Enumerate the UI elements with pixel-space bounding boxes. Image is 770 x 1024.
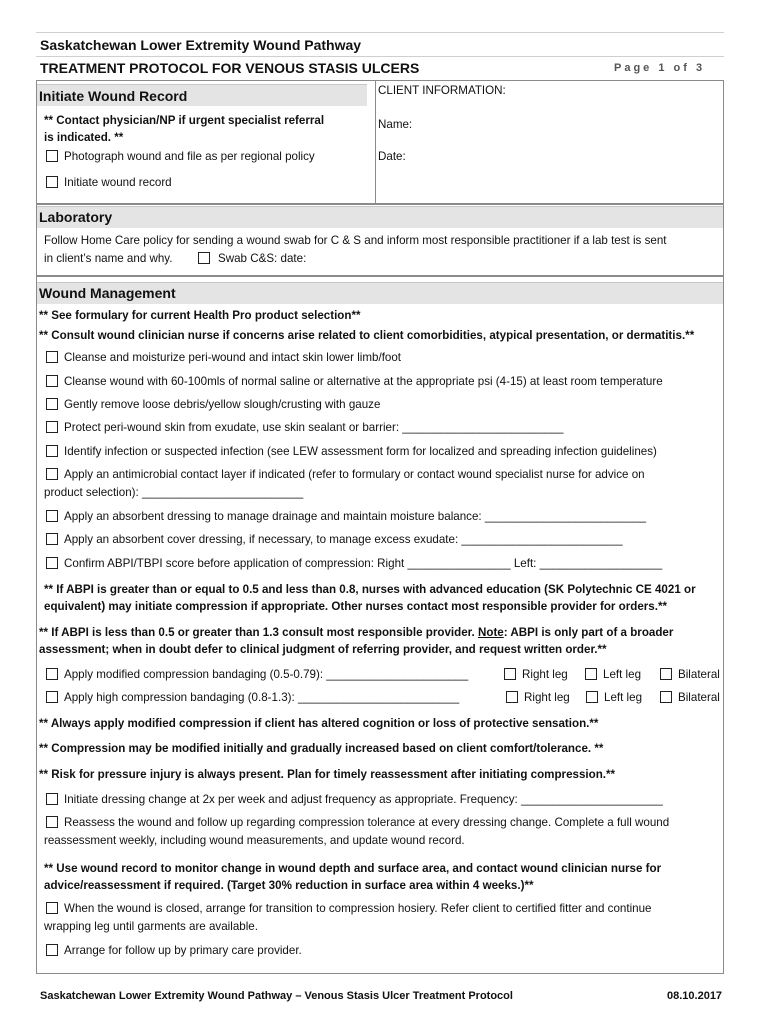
modified-left-leg-checkbox[interactable] xyxy=(585,668,597,680)
client-name-label: Name: xyxy=(378,118,413,131)
high-right-leg-label: Right leg xyxy=(524,691,570,704)
abpi-advanced-note-line2: equivalent) may initiate compression if appropriate. Other nurses contact most responsible provider for orders.** xyxy=(44,600,667,613)
client-date-label: Date: xyxy=(378,150,406,163)
swab-checkbox[interactable] xyxy=(198,252,210,264)
reassess-label-line1: Reassess the wound and follow up regarding compression tolerance at every dressing change. Complete a full wound xyxy=(64,816,670,829)
item-absorbent-dressing-label: Apply an absorbent dressing to manage drainage and maintain moisture balance: _________________________ xyxy=(64,510,647,523)
item-confirm-abpi-checkbox[interactable] xyxy=(46,557,58,569)
follow-up-checkbox[interactable] xyxy=(46,944,58,956)
protocol-title: TREATMENT PROTOCOL FOR VENOUS STASIS ULCERS xyxy=(40,60,420,76)
modified-compression-checkbox[interactable] xyxy=(46,668,58,680)
swab-label: Swab C&S: date: xyxy=(218,252,307,265)
header-middle-rule xyxy=(36,56,724,57)
item-identify-infection-checkbox[interactable] xyxy=(46,445,58,457)
item-cleanse-moisturize-checkbox[interactable] xyxy=(46,351,58,363)
high-compression-checkbox[interactable] xyxy=(46,691,58,703)
wound-heading: Wound Management xyxy=(39,285,176,301)
modified-right-leg-checkbox[interactable] xyxy=(504,668,516,680)
dressing-change-label: Initiate dressing change at 2x per week and adjust frequency as appropriate. Frequency: ______________________ xyxy=(64,793,663,806)
item-antimicrobial-checkbox[interactable] xyxy=(46,468,58,480)
abpi-advanced-note-line1: ** If ABPI is greater than or equal to 0.5 and less than 0.8, nurses with advanced education (SK Polytechnic CE 4021 or xyxy=(44,583,696,596)
abpi-consult-note-line1 xyxy=(39,624,673,641)
document-title: Saskatchewan Lower Extremity Wound Pathway xyxy=(40,37,362,53)
abpi-consult-note-line2: assessment; when in doubt defer to clinical judgment of referring provider, and request written order.** xyxy=(39,643,607,656)
wound-record-note-line2: advice/reassessment if required. (Target 30% reduction in surface area within 4 weeks.)** xyxy=(44,879,534,892)
modified-bilateral-checkbox[interactable] xyxy=(660,668,672,680)
modified-left-leg-label: Left leg xyxy=(603,668,642,681)
initiate-note-line2: is indicated. ** xyxy=(44,131,124,144)
high-right-leg-checkbox[interactable] xyxy=(506,691,518,703)
consult-note: ** Consult wound clinician nurse if concerns arise related to client comorbidities, atypical presentation, or dermatitis.** xyxy=(39,329,695,342)
reassess-checkbox[interactable] xyxy=(46,816,58,828)
high-left-leg-label: Left leg xyxy=(604,691,643,704)
always-compression-note: ** Always apply modified compression if client has altered cognition or loss of protective sensation.** xyxy=(39,717,599,730)
high-bilateral-label: Bilateral xyxy=(678,691,720,704)
client-info-heading: CLIENT INFORMATION: xyxy=(378,84,506,97)
dressing-change-checkbox[interactable] xyxy=(46,793,58,805)
wound-record-note-line1: ** Use wound record to monitor change in wound depth and surface area, and contact wound clinician nurse for xyxy=(44,862,662,875)
abpi-consult-note-note: Note xyxy=(477,626,504,639)
item-cleanse-wound-label: Cleanse wound with 60-100mls of normal saline or alternative at the appropriate psi (4-15) at least room temperature xyxy=(64,375,663,388)
item-identify-infection-label: Identify infection or suspected infection (see LEW assessment form for localized and spreading infection guidelines) xyxy=(64,445,657,458)
abpi-consult-note-a: ** If ABPI is less than 0.5 or greater than 1.3 consult most responsible provider. xyxy=(39,626,478,639)
laboratory-heading-band xyxy=(37,206,723,228)
item-confirm-abpi-label: Confirm ABPI/TBPI score before application of compression: Right ________________ Left: ___________________ xyxy=(64,557,663,570)
formulary-note: ** See formulary for current Health Pro product selection** xyxy=(39,309,361,322)
initiate-record-checkbox[interactable] xyxy=(46,176,58,188)
modified-compression-note: ** Compression may be modified initially and gradually increased based on client comfort/tolerance. ** xyxy=(39,742,604,755)
laboratory-heading: Laboratory xyxy=(39,209,113,225)
initiate-note-line1: ** Contact physician/NP if urgent specialist referral xyxy=(44,114,325,127)
item-antimicrobial-label: Apply an antimicrobial contact layer if indicated (refer to formulary or contact wound specialist nurse for advice on xyxy=(64,468,645,481)
footer-date: 08.10.2017 xyxy=(667,990,723,1002)
item-protect-periwound-label: Protect peri-wound skin from exudate, use skin sealant or barrier: _________________________ xyxy=(64,421,564,434)
item-antimicrobial-continued: product selection): _________________________ xyxy=(44,486,304,499)
reassess-label-line2: reassessment weekly, including wound measurements, and update wound record. xyxy=(44,834,465,847)
follow-up-label: Arrange for follow up by primary care provider. xyxy=(64,944,302,957)
photograph-label: Photograph wound and file as per regional policy xyxy=(64,150,315,163)
item-remove-debris-checkbox[interactable] xyxy=(46,398,58,410)
page-number: Page 1 of 3 xyxy=(614,62,706,74)
item-cleanse-moisturize-label: Cleanse and moisturize peri-wound and intact skin lower limb/foot xyxy=(64,351,402,364)
item-protect-periwound-checkbox[interactable] xyxy=(46,421,58,433)
high-left-leg-checkbox[interactable] xyxy=(586,691,598,703)
item-absorbent-dressing-checkbox[interactable] xyxy=(46,510,58,522)
photograph-checkbox[interactable] xyxy=(46,150,58,162)
laboratory-text-line2: in client’s name and why. xyxy=(44,252,173,265)
item-cover-dressing-checkbox[interactable] xyxy=(46,533,58,545)
wound-closed-label-line1: When the wound is closed, arrange for transition to compression hosiery. Refer client to certified fitter and continue xyxy=(64,902,652,915)
laboratory-text-line1: Follow Home Care policy for sending a wound swab for C & S and inform most responsible practitioner if a lab test is sent xyxy=(44,234,667,247)
abpi-consult-note-b: : ABPI is only part of a broader xyxy=(503,626,674,639)
wound-closed-checkbox[interactable] xyxy=(46,902,58,914)
wound-closed-label-line2: wrapping leg until garments are available. xyxy=(44,920,258,933)
high-compression-label: Apply high compression bandaging (0.8-1.3): _________________________ xyxy=(64,691,460,704)
item-remove-debris-label: Gently remove loose debris/yellow slough/crusting with gauze xyxy=(64,398,381,411)
footer-title: Saskatchewan Lower Extremity Wound Pathway – Venous Stasis Ulcer Treatment Protocol xyxy=(40,990,513,1002)
high-bilateral-checkbox[interactable] xyxy=(660,691,672,703)
item-cleanse-wound-checkbox[interactable] xyxy=(46,375,58,387)
initiate-heading: Initiate Wound Record xyxy=(39,88,188,104)
box-divider xyxy=(375,80,376,204)
header-top-rule xyxy=(36,32,724,33)
item-cover-dressing-label: Apply an absorbent cover dressing, if necessary, to manage excess exudate: _________________________ xyxy=(64,533,623,546)
initiate-record-label: Initiate wound record xyxy=(64,176,172,189)
modified-right-leg-label: Right leg xyxy=(522,668,568,681)
pressure-injury-note: ** Risk for pressure injury is always present. Plan for timely reassessment after initiating compression.** xyxy=(39,768,616,781)
modified-bilateral-label: Bilateral xyxy=(678,668,720,681)
modified-compression-label: Apply modified compression bandaging (0.5-0.79): ______________________ xyxy=(64,668,469,681)
